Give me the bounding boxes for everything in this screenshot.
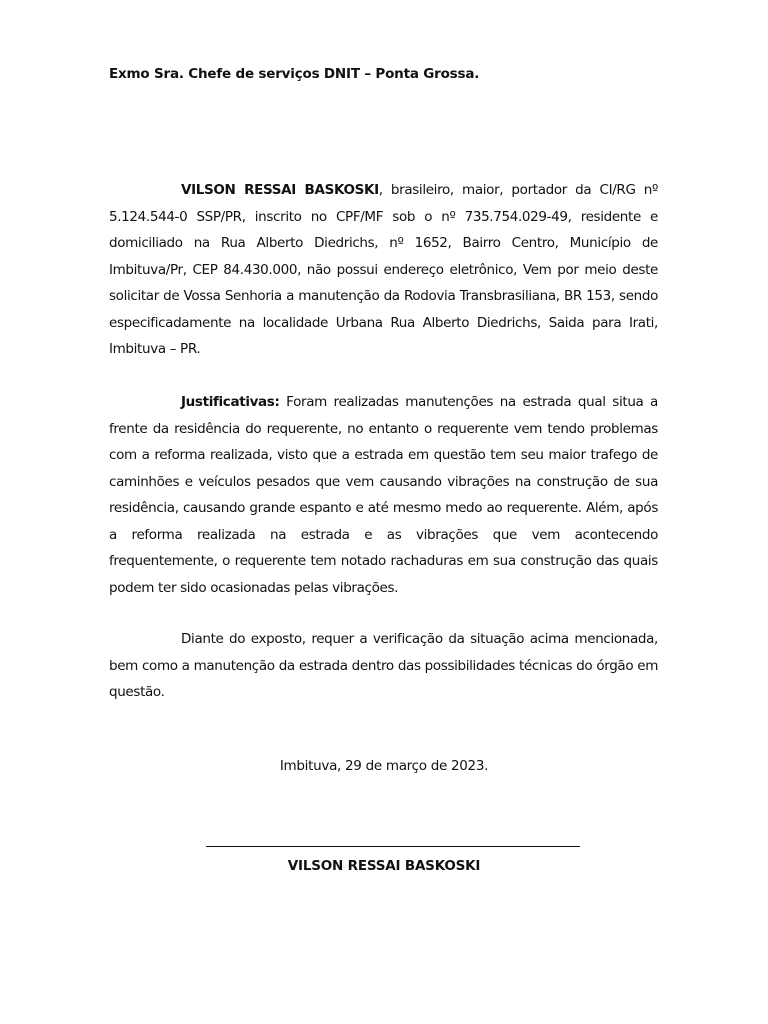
justification-paragraph: [109, 389, 658, 601]
justification-text: Foram realizadas manutenções na estrada qual situa a frente da residência do requerente, no entanto o requerente vem tendo problemas com a reforma realizada, visto que a estrada em questão tem seu maior trafego de caminhões e veículos pesados que vem causando vibrações na construção de sua residência, causando grande espanto e até mesmo medo ao requerente. Além, após a reforma realizada na estrada e as vibrações que vem acontecendo frequentemente, o requerente tem notado rachaduras em sua construção das quais podem ter sido ocasionadas pelas vibrações.: [109, 394, 658, 596]
addressee-line: Exmo Sra. Chefe de serviços DNIT – Ponta Grossa.: [109, 66, 480, 82]
justification-label: Justificativas:: [181, 394, 280, 410]
intro-paragraph: [109, 177, 658, 363]
conclusion-text: Diante do exposto, requer a verificação da situação acima mencionada, bem como a manutenção da estrada dentro das possibilidades técnicas do órgão em questão.: [109, 631, 658, 700]
signature-name: VILSON RESSAI BASKOSKI: [287, 858, 481, 874]
date-line: Imbituva, 29 de março de 2023.: [279, 758, 489, 774]
intro-text: , brasileiro, maior, portador da CI/RG nº 5.124.544-0 SSP/PR, inscrito no CPF/MF sob o nº 735.754.029-49, residente e domiciliado na Rua Alberto Diedrichs, nº 1652, Bairro Centro, Município de Imbituva/Pr, CEP 84.430.000, não possui endereço eletrônico, Vem por meio deste solicitar de Vossa Senhoria a manutenção da Rodovia Transbrasiliana, BR 153, sendo especificadamente na localidade Urbana Rua Alberto Diedrichs, Saida para Irati, Imbituva – PR.: [109, 182, 659, 357]
conclusion-paragraph: [109, 626, 658, 706]
signature-line: [206, 846, 580, 847]
requester-name: VILSON RESSAI BASKOSKI: [181, 182, 379, 198]
